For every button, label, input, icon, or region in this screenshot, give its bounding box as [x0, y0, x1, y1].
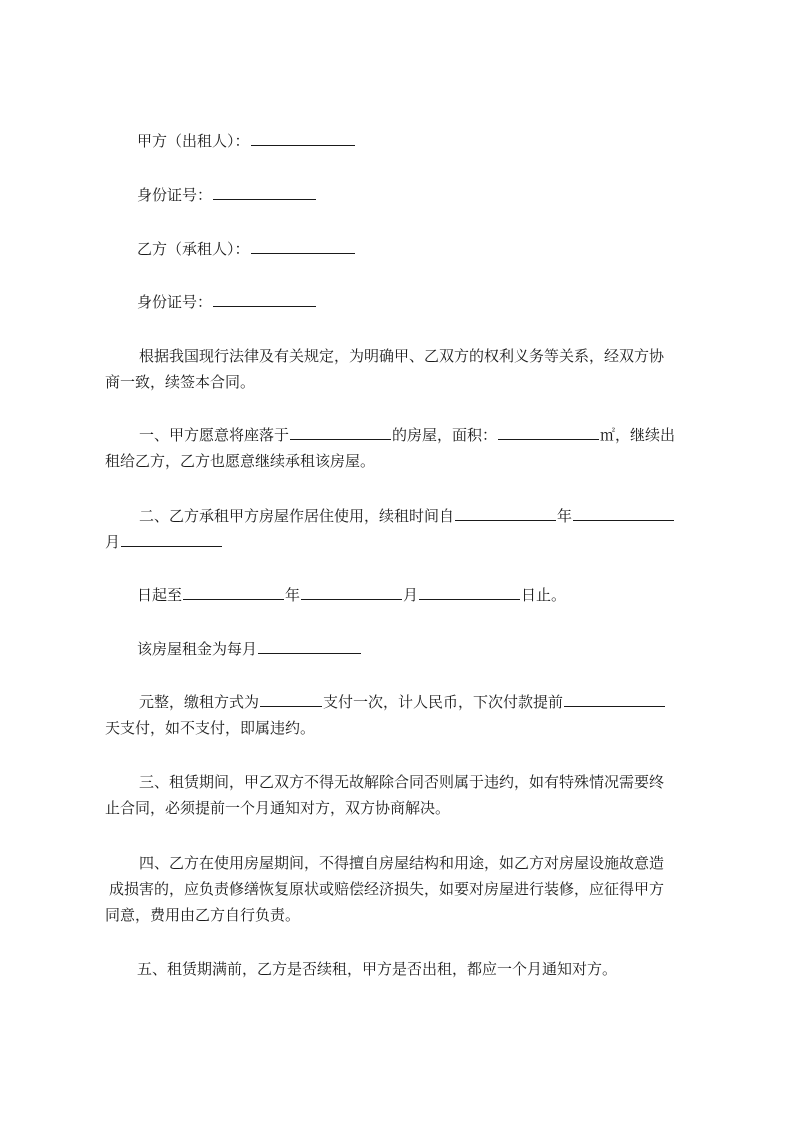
clause-1-text-a: 一、甲方愿意将座落于 [139, 426, 290, 444]
clause-2-text-a: 二、乙方承租甲方房屋作居住使用，续租时间自 [139, 507, 455, 525]
party-b-id-label: 身份证号： [137, 293, 213, 311]
clause-1-text-b: 的房屋，面积： [392, 426, 498, 444]
area-blank[interactable] [498, 425, 599, 440]
party-a-id-blank[interactable] [213, 185, 316, 200]
rent-line-2 [139, 692, 666, 712]
clause-4-line-2: 成损害的，应负责修缮恢复原状或赔偿经济损失，如要对房屋进行装修，应征得甲方 [109, 880, 665, 898]
preamble-line-1: 根据我国现行法律及有关规定，为明确甲、乙双方的权利义务等关系，经双方协 [139, 347, 665, 365]
party-a-label: 甲方（出租人）： [137, 132, 250, 150]
clause-1-line-1 [139, 425, 675, 445]
party-a-blank[interactable] [251, 131, 355, 146]
party-b-id-blank[interactable] [213, 292, 316, 307]
rent-text-a: 该房屋租金为每月 [137, 640, 258, 658]
start-day-blank[interactable] [121, 532, 222, 547]
end-year-blank[interactable] [183, 585, 284, 600]
start-year-blank[interactable] [455, 506, 556, 521]
rent-text-b: 元整，缴租方式为 [139, 693, 260, 711]
rent-text-c: 支付一次，计人民币，下次付款提前 [323, 693, 564, 711]
location-blank[interactable] [290, 425, 391, 440]
party-a-id-row [137, 185, 317, 205]
clause-2-text-g: 日止。 [521, 586, 567, 604]
party-b-blank[interactable] [251, 239, 355, 254]
party-b-label: 乙方（承租人）： [137, 240, 250, 258]
clause-4-line-3: 同意，费用由乙方自行负责。 [105, 906, 301, 924]
rent-line-1 [137, 639, 362, 659]
clause-1-text-c: ㎡，继续出 [600, 426, 676, 444]
party-b-row [137, 239, 356, 259]
party-a-row [137, 131, 356, 151]
party-b-id-row [137, 292, 317, 312]
clause-2-text-b: 年 [557, 507, 573, 525]
advance-days-blank[interactable] [564, 692, 665, 707]
clause-4-line-1: 四、乙方在使用房屋期间，不得擅自房屋结构和用途，如乙方对房屋设施故意造 [139, 854, 665, 872]
clause-2-line-1 [139, 506, 675, 526]
payment-method-blank[interactable] [260, 692, 322, 707]
clause-2-line-2 [105, 532, 223, 552]
clause-2-text-f: 月 [403, 586, 419, 604]
clause-2-line-3 [137, 585, 566, 605]
clause-1-line-2: 租给乙方，乙方也愿意继续承租该房屋。 [105, 452, 376, 470]
clause-5-line-1: 五、租赁期满前，乙方是否续租，甲方是否出租，都应一个月通知对方。 [137, 960, 618, 978]
start-month-blank[interactable] [573, 506, 674, 521]
clause-2-text-d: 日起至 [137, 586, 183, 604]
clause-2-text-e: 年 [285, 586, 301, 604]
clause-3-line-1: 三、租赁期间，甲乙双方不得无故解除合同否则属于违约，如有特殊情况需要终 [139, 773, 665, 791]
rent-line-3: 天支付，如不支付，即属违约。 [105, 719, 316, 737]
preamble-line-2: 商一致，续签本合同。 [105, 373, 256, 391]
clause-3-line-2: 止合同，必须提前一个月通知对方，双方协商解决。 [105, 799, 451, 817]
end-day-blank[interactable] [419, 585, 520, 600]
end-month-blank[interactable] [301, 585, 402, 600]
monthly-rent-blank[interactable] [258, 639, 361, 654]
clause-2-text-c: 月 [105, 533, 121, 551]
party-a-id-label: 身份证号： [137, 186, 213, 204]
